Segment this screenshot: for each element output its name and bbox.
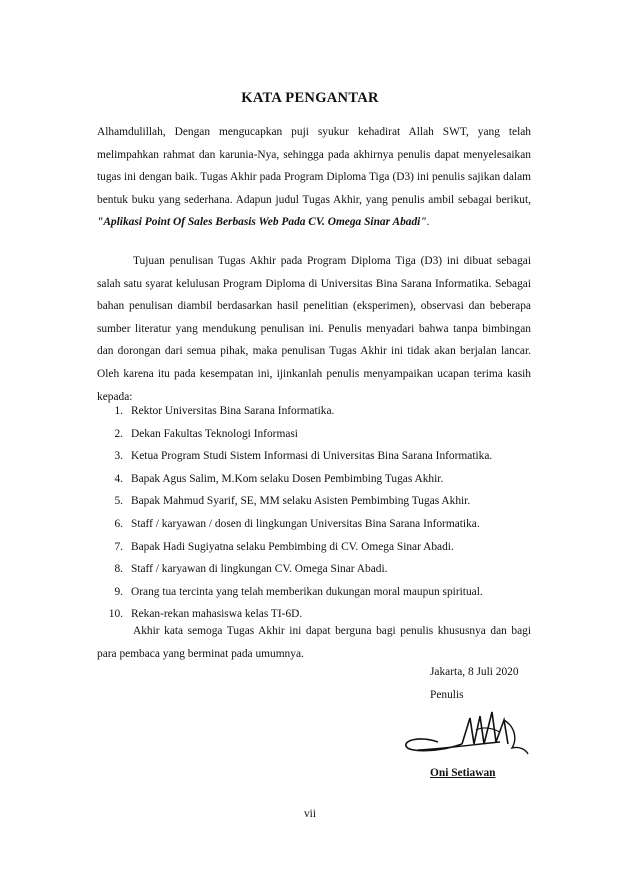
- acknowledgement-item: [97, 513, 537, 536]
- acknowledgement-text: Bapak Agus Salim, M.Kom selaku Dosen Pembimbing Tugas Akhir.: [131, 472, 444, 485]
- thesis-title-part: Pada CV. Omega Sinar Abadi": [278, 216, 427, 229]
- acknowledgement-item: [97, 490, 537, 513]
- thesis-title: [97, 216, 427, 228]
- page-title: KATA PENGANTAR: [241, 90, 379, 106]
- signer-name: Oni Setiawan: [430, 767, 496, 779]
- paragraph-opening: [97, 121, 531, 234]
- acknowledgement-item: [97, 558, 537, 581]
- acknowledgement-number: 6.: [114, 517, 123, 530]
- acknowledgement-number: 10.: [108, 608, 123, 621]
- place-date: Jakarta, 8 Juli 2020: [430, 666, 519, 678]
- acknowledgement-text: Rekan-rekan mahasiswa kelas TI-6D.: [131, 608, 303, 621]
- acknowledgement-text: Ketua Program Studi Sistem Informasi di Universitas Bina Sarana Informatika.: [131, 450, 493, 463]
- acknowledgement-item: [97, 445, 537, 468]
- acknowledgement-text: Rektor Universitas Bina Sarana Informatika.: [131, 405, 335, 417]
- acknowledgement-number: 3.: [114, 450, 123, 463]
- thesis-title-italic: Web: [258, 216, 279, 229]
- acknowledgement-number: 1.: [114, 405, 123, 417]
- acknowledgement-text: Bapak Mahmud Syarif, SE, MM selaku Asisten Pembimbing Tugas Akhir.: [131, 495, 471, 508]
- acknowledgement-list: [97, 400, 537, 626]
- signature-image: [400, 706, 530, 766]
- acknowledgement-item: [97, 423, 537, 446]
- acknowledgement-item: [97, 468, 537, 491]
- paragraph-closing: [97, 620, 531, 665]
- acknowledgement-number: 2.: [114, 427, 123, 440]
- acknowledgement-number: 7.: [114, 540, 123, 553]
- acknowledgement-text: Bapak Hadi Sugiyatna selaku Pembimbing di CV. Omega Sinar Abadi.: [131, 540, 454, 553]
- acknowledgement-item: [97, 581, 537, 604]
- thesis-title-italic: Point Of Sales: [144, 216, 213, 229]
- paragraph-purpose-text: Tujuan penulisan Tugas Akhir pada Program Diploma Tiga (D3) ini dibuat sebagai salah satu syarat kelulusan Program Diploma di Universitas Bina Sarana Informatika. Sebagai bahan penulisan diambil berdasarkan hasil penelitian (eksperimen), observasi dan beberapa sumber literatur yang mendukung penulisan ini. Penulis menyadari bahwa tanpa bimbingan dan dorongan dari semua pihak, maka penulisan Tugas Akhir ini tidak akan berjalan lancar. Oleh karena itu pada kesempatan ini, ijinkanlah penulis menyampaikan ucapan terima kasih kepada:: [97, 255, 531, 403]
- acknowledgement-text: Staff / karyawan di lingkungan CV. Omega Sinar Abadi.: [131, 563, 388, 576]
- acknowledgement-item: [97, 536, 537, 559]
- paragraph-purpose: [97, 250, 531, 408]
- acknowledgement-text: Orang tua tercinta yang telah memberikan dukungan moral maupun spiritual.: [131, 585, 483, 598]
- paragraph-opening-end: .: [426, 216, 430, 229]
- acknowledgement-number: 8.: [114, 563, 123, 576]
- thesis-title-part: "Aplikasi: [97, 216, 145, 229]
- author-role: Penulis: [430, 689, 464, 701]
- paragraph-closing-text: Akhir kata semoga Tugas Akhir ini dapat berguna bagi penulis khususnya dan bagi para pembaca yang berminat pada umumnya.: [97, 625, 531, 660]
- thesis-title-part: Berbasis: [212, 216, 259, 229]
- acknowledgement-item: [97, 400, 537, 423]
- acknowledgement-text: Staff / karyawan / dosen di lingkungan Universitas Bina Sarana Informatika.: [131, 517, 480, 530]
- acknowledgement-number: 4.: [114, 472, 123, 485]
- page-number: vii: [303, 808, 317, 820]
- acknowledgement-number: 9.: [114, 585, 123, 598]
- paragraph-opening-text: Alhamdulillah, Dengan mengucapkan puji syukur kehadirat Allah SWT, yang telah melimpahkan rahmat dan karunia-Nya, sehingga pada akhirnya penulis dapat menyelesaikan tugas ini dengan baik. Tugas Akhir pada Program Diploma Tiga (D3) ini penulis sajikan dalam bentuk buku yang sederhana. Adapun judul Tugas Akhir, yang penulis ambil sebagai berikut,: [97, 126, 531, 206]
- acknowledgement-number: 5.: [114, 495, 123, 508]
- acknowledgement-text: Dekan Fakultas Teknologi Informasi: [131, 427, 298, 440]
